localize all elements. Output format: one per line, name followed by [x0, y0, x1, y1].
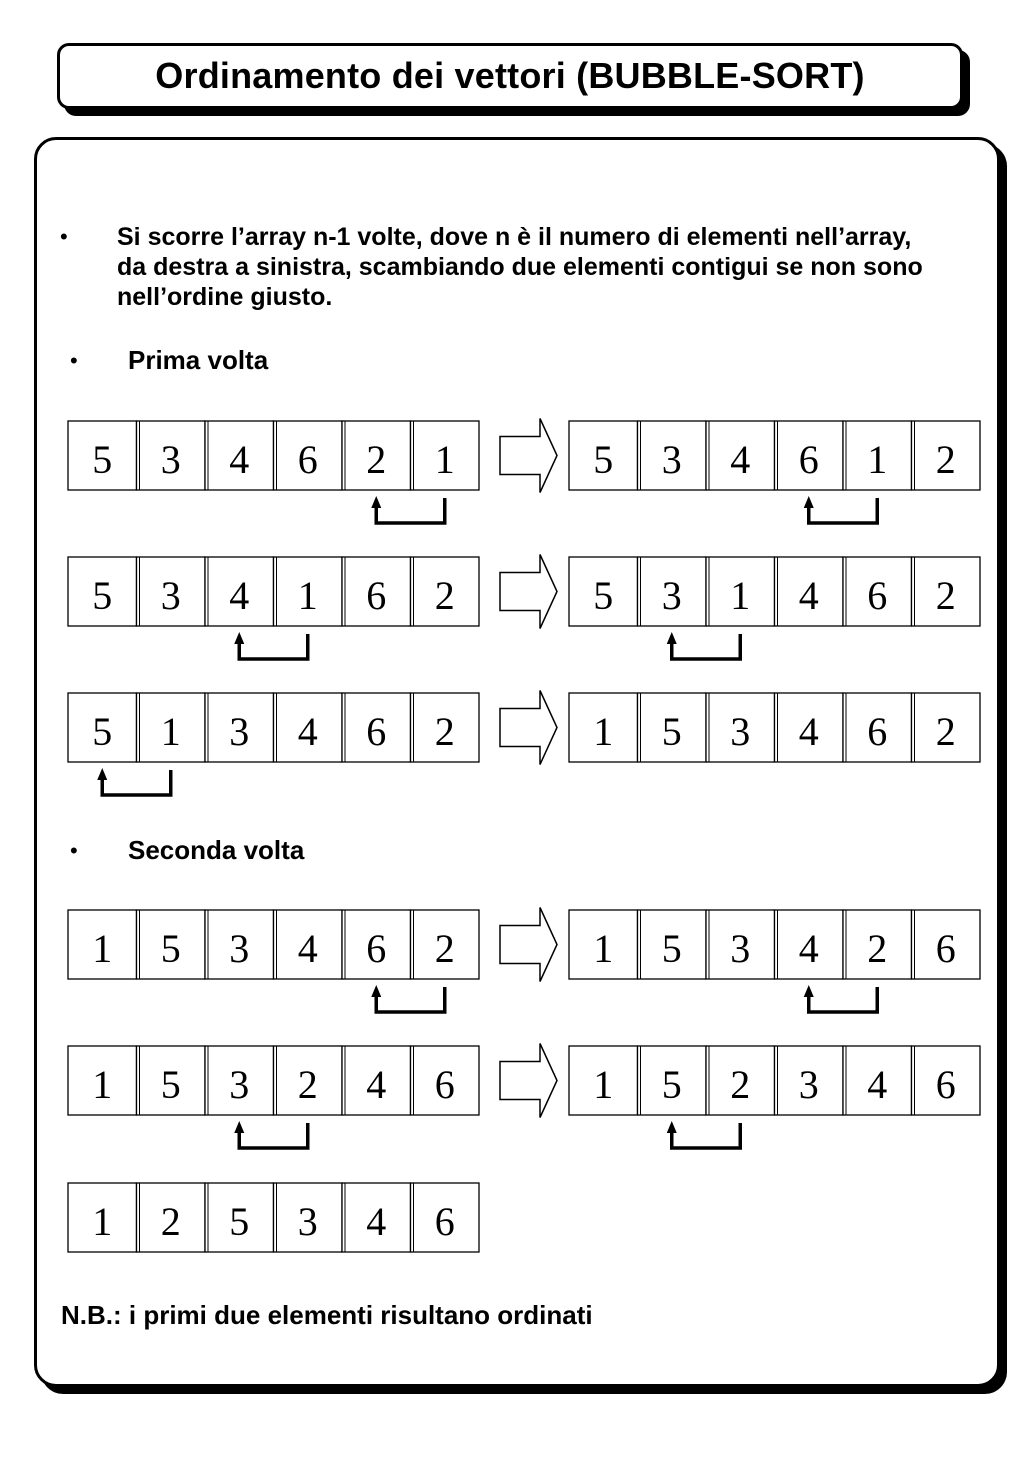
swap-indicator	[102, 770, 171, 795]
array-value: 6	[366, 926, 387, 971]
array-value: 2	[366, 437, 387, 482]
array-value: 6	[434, 1062, 455, 1107]
array-value: 3	[730, 926, 751, 971]
array-value: 4	[229, 437, 250, 482]
swap-arrowhead	[804, 985, 814, 997]
transform-arrow-icon	[500, 908, 557, 982]
array-value: 6	[867, 573, 888, 618]
array-value: 4	[297, 709, 318, 754]
array-value: 5	[92, 573, 113, 618]
section-label-prima-volta: Prima volta	[128, 345, 269, 375]
array-value: 2	[434, 573, 455, 618]
swap-arrowhead	[234, 632, 244, 644]
array-value: 5	[229, 1199, 250, 1244]
swap-indicator	[239, 634, 308, 659]
array-value: 1	[730, 573, 751, 618]
swap-arrowhead	[371, 496, 381, 508]
swap-indicator	[376, 498, 445, 523]
swap-indicator	[672, 634, 741, 659]
array-value: 6	[366, 709, 387, 754]
array-value: 1	[593, 926, 614, 971]
swap-arrowhead	[371, 985, 381, 997]
array-value: 2	[935, 709, 956, 754]
section-label-seconda-volta: Seconda volta	[128, 835, 305, 865]
array-value: 3	[730, 709, 751, 754]
array-value: 6	[935, 926, 956, 971]
array-value: 5	[593, 573, 614, 618]
array-value: 3	[160, 437, 181, 482]
array-value: 4	[798, 926, 819, 971]
array-value: 4	[297, 926, 318, 971]
array-value: 5	[92, 709, 113, 754]
array-value: 6	[434, 1199, 455, 1244]
array-value: 6	[798, 437, 819, 482]
array-value: 6	[867, 709, 888, 754]
array-value: 2	[935, 437, 956, 482]
array-value: 4	[867, 1062, 888, 1107]
array-value: 4	[730, 437, 751, 482]
transform-arrow-icon	[500, 1044, 557, 1118]
swap-indicator	[672, 1123, 741, 1148]
array-value: 1	[92, 1062, 113, 1107]
array-value: 2	[434, 709, 455, 754]
swap-arrowhead	[97, 768, 107, 780]
swap-arrowhead	[804, 496, 814, 508]
array-value: 5	[160, 926, 181, 971]
array-value: 4	[798, 709, 819, 754]
array-value: 4	[229, 573, 250, 618]
array-value: 6	[297, 437, 318, 482]
array-value: 4	[366, 1199, 387, 1244]
array-value: 3	[661, 437, 682, 482]
array-value: 1	[867, 437, 888, 482]
transform-arrow-icon	[500, 691, 557, 765]
array-value: 6	[366, 573, 387, 618]
array-value: 2	[935, 573, 956, 618]
array-value: 1	[593, 709, 614, 754]
swap-arrowhead	[234, 1121, 244, 1133]
array-value: 4	[366, 1062, 387, 1107]
transform-arrow-icon	[500, 555, 557, 629]
array-value: 5	[661, 709, 682, 754]
array-value: 6	[935, 1062, 956, 1107]
array-value: 5	[661, 926, 682, 971]
array-value: 3	[160, 573, 181, 618]
swap-indicator	[809, 987, 878, 1012]
array-value: 1	[92, 1199, 113, 1244]
array-value: 1	[297, 573, 318, 618]
section-bullet-1: •	[70, 348, 78, 373]
array-value: 3	[297, 1199, 318, 1244]
swap-arrowhead	[667, 632, 677, 644]
page-title: Ordinamento dei vettori (BUBBLE-SORT)	[155, 55, 865, 96]
array-value: 3	[229, 926, 250, 971]
array-value: 1	[593, 1062, 614, 1107]
array-value: 5	[160, 1062, 181, 1107]
transform-arrow-icon	[500, 419, 557, 493]
array-value: 2	[867, 926, 888, 971]
array-value: 3	[229, 709, 250, 754]
array-value: 1	[92, 926, 113, 971]
array-value: 5	[593, 437, 614, 482]
swap-indicator	[239, 1123, 308, 1148]
array-value: 3	[798, 1062, 819, 1107]
array-value: 2	[730, 1062, 751, 1107]
note-text: N.B.: i primi due elementi risultano ordinati	[61, 1300, 593, 1330]
array-value: 3	[229, 1062, 250, 1107]
array-value: 5	[661, 1062, 682, 1107]
intro-bullet: •	[60, 224, 68, 249]
array-value: 3	[661, 573, 682, 618]
array-value: 1	[160, 709, 181, 754]
swap-indicator	[376, 987, 445, 1012]
array-value: 2	[434, 926, 455, 971]
array-value: 2	[160, 1199, 181, 1244]
intro-text: Si scorre l’array n-1 volte, dove n è il numero di elementi nell’array, da destra a sinistra, scambiando due elementi contigui se non sono nell’ordine giusto.	[117, 223, 923, 311]
swap-indicator	[809, 498, 878, 523]
array-value: 2	[297, 1062, 318, 1107]
array-value: 5	[92, 437, 113, 482]
swap-arrowhead	[667, 1121, 677, 1133]
array-value: 1	[434, 437, 455, 482]
array-value: 4	[798, 573, 819, 618]
section-bullet-2: •	[70, 838, 78, 863]
